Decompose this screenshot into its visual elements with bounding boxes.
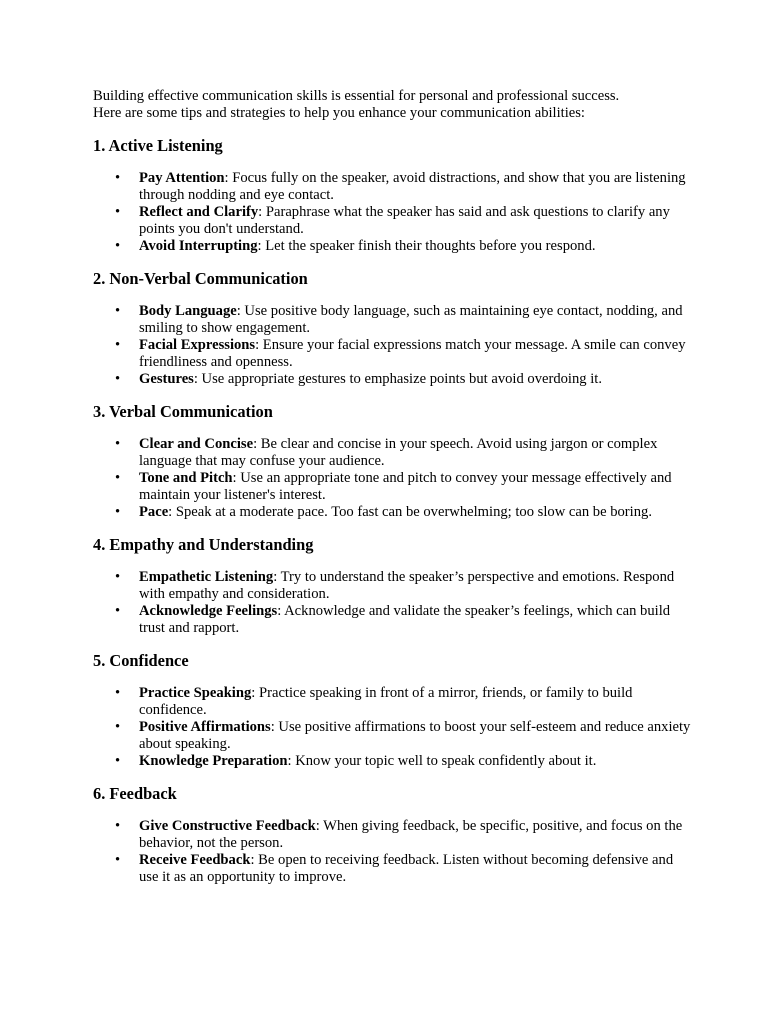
bullet-list (93, 303, 693, 388)
bullet-icon: • (115, 719, 121, 735)
bullet-icon: • (115, 818, 121, 834)
bullet-list (93, 818, 693, 886)
item-text: : Be clear and concise in your speech. Avoid using jargon or complex language that may confuse your audience. (139, 436, 658, 469)
item-term: Acknowledge Feelings (139, 603, 278, 619)
section-title: 1. Active Listening (93, 136, 223, 155)
bullet-list (93, 436, 693, 521)
intro-paragraph (93, 88, 693, 122)
item-term: Receive Feedback (139, 852, 251, 868)
item-term: Knowledge Preparation (139, 753, 288, 769)
item-text: : Use an appropriate tone and pitch to convey your message effectively and maintain your listener's interest. (139, 470, 672, 503)
section-title: 4. Empathy and Understanding (93, 535, 314, 554)
item-term: Positive Affirmations (139, 719, 271, 735)
section-title: 6. Feedback (93, 784, 177, 803)
list-item (93, 818, 693, 852)
item-term: Reflect and Clarify (139, 204, 259, 220)
item-term: Pay Attention (139, 170, 225, 186)
bullet-icon: • (115, 170, 121, 186)
section-title: 5. Confidence (93, 651, 189, 670)
item-term: Avoid Interrupting (139, 238, 258, 254)
bullet-icon: • (115, 204, 121, 220)
list-item (93, 719, 693, 753)
section-active-listening (93, 136, 693, 255)
bullet-icon: • (115, 685, 121, 701)
list-item (93, 303, 693, 337)
list-item (93, 470, 693, 504)
item-term: Facial Expressions (139, 337, 256, 353)
bullet-icon: • (115, 504, 121, 520)
section-title: 2. Non-Verbal Communication (93, 269, 308, 288)
section-title: 3. Verbal Communication (93, 402, 273, 421)
bullet-list (93, 569, 693, 637)
list-item (93, 685, 693, 719)
bullet-icon: • (115, 303, 121, 319)
bullet-icon: • (115, 603, 121, 619)
intro-line-1: Building effective communication skills is essential for personal and professional success. (93, 88, 620, 104)
item-text: : Use appropriate gestures to emphasize points but avoid overdoing it. (193, 371, 602, 387)
section-empathy-and-understanding (93, 535, 693, 637)
item-text: : Focus fully on the speaker, avoid distractions, and show that you are listening through nodding and eye contact. (139, 170, 686, 203)
item-term: Clear and Concise (139, 436, 254, 452)
item-term: Practice Speaking (139, 685, 252, 701)
bullet-icon: • (115, 753, 121, 769)
bullet-list (93, 170, 693, 255)
item-text: : Use positive body language, such as maintaining eye contact, nodding, and smiling to show engagement. (139, 303, 683, 336)
item-text: : Know your topic well to speak confidently about it. (287, 753, 597, 769)
bullet-icon: • (115, 569, 121, 585)
bullet-icon: • (115, 852, 121, 868)
list-item (93, 504, 693, 521)
item-text: : Ensure your facial expressions match your message. A smile can convey friendliness and openness. (139, 337, 686, 370)
document-page (93, 88, 693, 900)
item-term: Body Language (139, 303, 237, 319)
list-item (93, 204, 693, 238)
item-term: Tone and Pitch (139, 470, 233, 486)
item-term: Gestures (139, 371, 194, 387)
item-text: : Acknowledge and validate the speaker’s feelings, which can build trust and rapport. (139, 603, 671, 636)
intro-line-2: Here are some tips and strategies to help you enhance your communication abilities: (93, 105, 585, 121)
list-item (93, 238, 693, 255)
list-item (93, 337, 693, 371)
item-text: : Speak at a moderate pace. Too fast can be overwhelming; too slow can be boring. (168, 504, 652, 520)
list-item (93, 852, 693, 886)
list-item (93, 753, 693, 770)
list-item (93, 603, 693, 637)
bullet-icon: • (115, 337, 121, 353)
bullet-icon: • (115, 238, 121, 254)
section-feedback (93, 784, 693, 886)
section-non-verbal-communication (93, 269, 693, 388)
item-text: : Let the speaker finish their thoughts before you respond. (257, 238, 596, 254)
item-term: Give Constructive Feedback (139, 818, 316, 834)
item-text: : Use positive affirmations to boost your self-esteem and reduce anxiety about speaking. (139, 719, 691, 752)
list-item (93, 170, 693, 204)
list-item (93, 371, 693, 388)
bullet-icon: • (115, 371, 121, 387)
item-term: Empathetic Listening (139, 569, 274, 585)
item-text: : Be open to receiving feedback. Listen without becoming defensive and use it as an opportunity to improve. (139, 852, 674, 885)
item-text: : When giving feedback, be specific, positive, and focus on the behavior, not the person. (139, 818, 683, 851)
item-text: : Try to understand the speaker’s perspective and emotions. Respond with empathy and consideration. (139, 569, 675, 602)
bullet-icon: • (115, 470, 121, 486)
section-confidence (93, 651, 693, 770)
list-item (93, 436, 693, 470)
section-verbal-communication (93, 402, 693, 521)
item-term: Pace (139, 504, 169, 520)
item-text: : Paraphrase what the speaker has said and ask questions to clarify any points you don't understand. (139, 204, 670, 237)
bullet-list (93, 685, 693, 770)
list-item (93, 569, 693, 603)
bullet-icon: • (115, 436, 121, 452)
item-text: : Practice speaking in front of a mirror, friends, or family to build confidence. (139, 685, 633, 718)
